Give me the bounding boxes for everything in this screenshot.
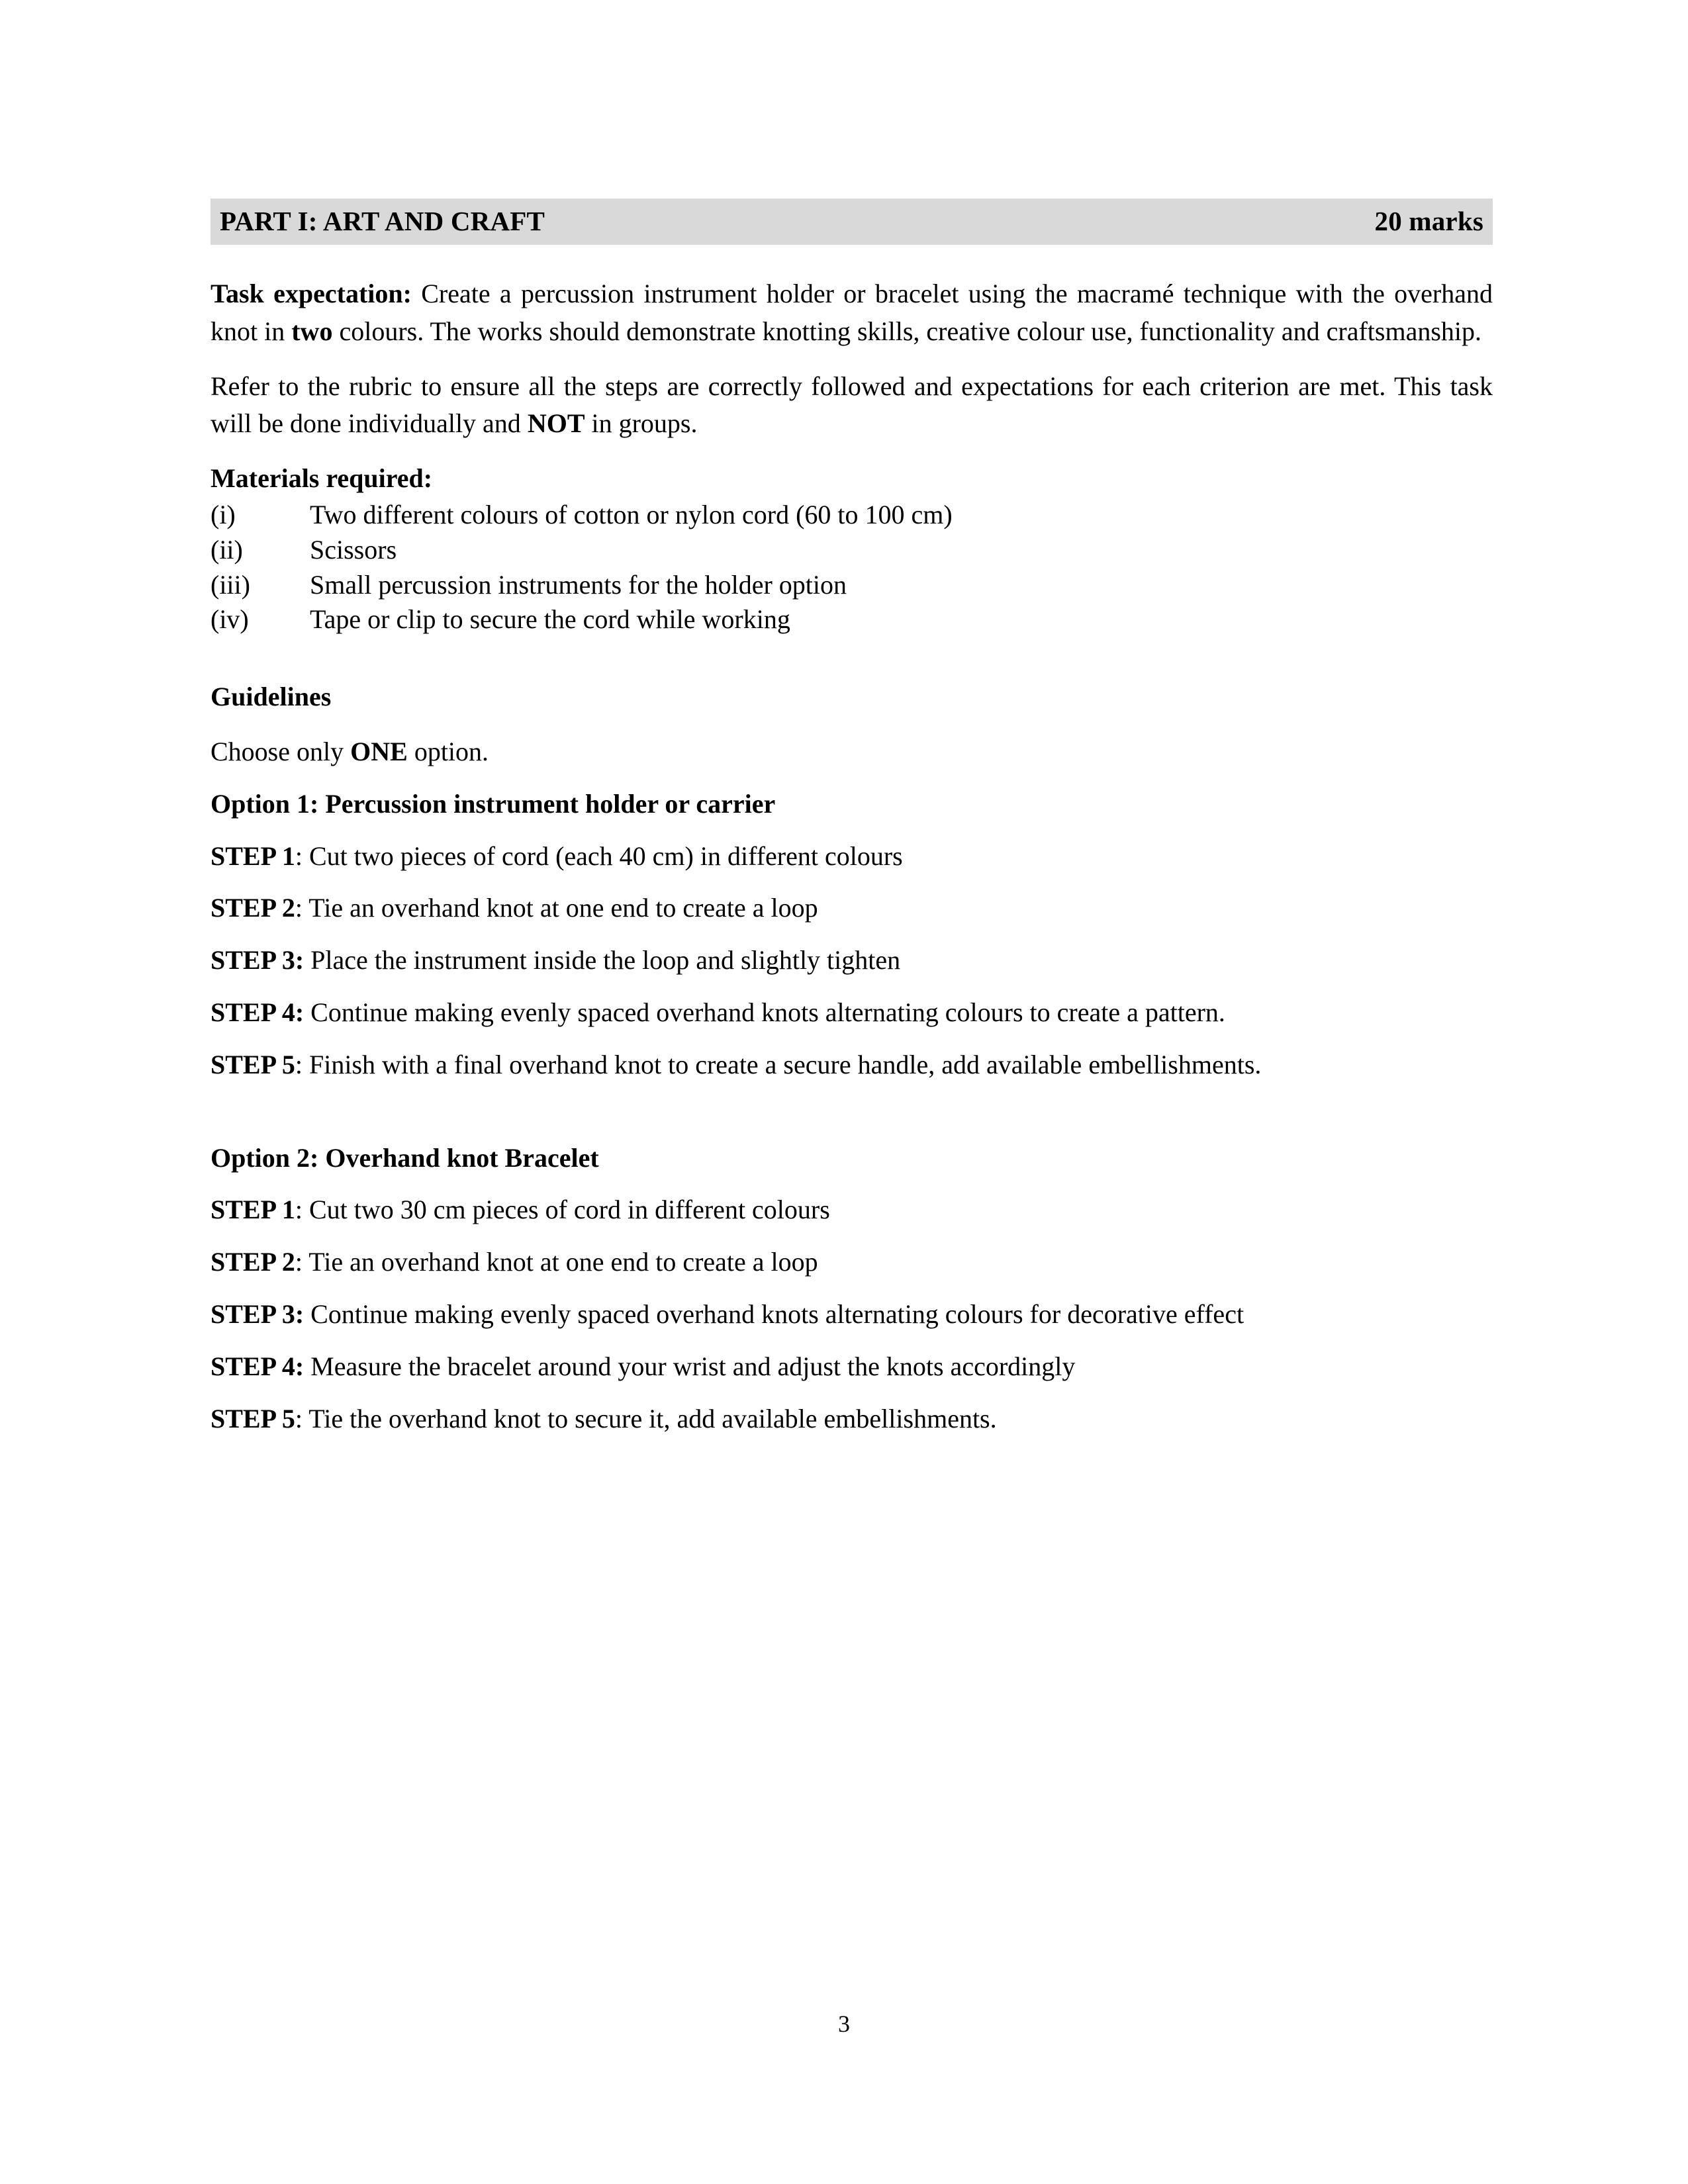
step-colon: : <box>295 1195 303 1225</box>
page-content <box>211 199 1493 1437</box>
step-label: STEP 2 <box>211 1247 295 1277</box>
spacer <box>211 443 1493 460</box>
step-colon: : <box>295 1247 303 1277</box>
page-number: 3 <box>838 2011 850 2037</box>
option1-step-1 <box>211 838 1493 876</box>
option2-step-4 <box>211 1348 1493 1386</box>
step-label: STEP 3 <box>211 1298 295 1329</box>
step-text: Finish with a final overhand knot to create a secure handle, add available embellishments. <box>302 1049 1262 1079</box>
list-item-text: Tape or clip to secure the cord while working <box>310 604 790 635</box>
task-expectation-bold-word: two <box>291 316 333 346</box>
rubric-note-text-2: in groups. <box>585 408 698 439</box>
step-colon: : <box>295 1049 303 1079</box>
option2-heading: Option 2: Overhand knot Bracelet <box>211 1142 599 1173</box>
step-text: Measure the bracelet around your wrist and adjust the knots accordingly <box>304 1351 1076 1381</box>
list-item-text: Two different colours of cotton or nylon cord (60 to 100 cm) <box>310 499 953 529</box>
step-label: STEP 4 <box>211 997 295 1027</box>
step-label: STEP 2 <box>211 893 295 923</box>
step-text: Tie an overhand knot at one end to create a loop <box>302 893 818 923</box>
list-item <box>211 533 1493 568</box>
step-colon: : <box>295 945 305 976</box>
step-colon: : <box>295 893 303 923</box>
option1-heading: Option 1: Percussion instrument holder or carrier <box>211 788 776 819</box>
materials-list <box>211 498 1493 637</box>
spacer <box>211 351 1493 368</box>
step-colon: : <box>295 997 305 1027</box>
option1-step-5 <box>211 1046 1493 1084</box>
list-item <box>211 602 1493 637</box>
task-expectation-text-2: colours. The works should demonstrate knotting skills, creative colour use, functionality and craftsmanship. <box>332 316 1482 346</box>
step-label: STEP 4 <box>211 1351 295 1381</box>
list-item <box>211 498 1493 533</box>
materials-heading: Materials required: <box>211 463 433 494</box>
rubric-note-bold-word: NOT <box>527 408 585 439</box>
list-item-marker: (ii) <box>211 534 243 565</box>
option1-step-4 <box>211 994 1493 1032</box>
step-label: STEP 1 <box>211 1195 295 1225</box>
option2-step-3 <box>211 1296 1493 1334</box>
step-text: Continue making evenly spaced overhand knots alternating colours for decorative effect <box>304 1298 1244 1329</box>
list-item-text: Small percussion instruments for the holder option <box>310 569 847 600</box>
spacer <box>211 245 1493 275</box>
step-label: STEP 5 <box>211 1403 295 1433</box>
spacer <box>211 716 1493 733</box>
option2-step-5 <box>211 1400 1493 1438</box>
option1-step-2 <box>211 889 1493 927</box>
rubric-note-text-1: Refer to the rubric to ensure all the steps are correctly followed and expectations for each criterion are met. This task will be done individually and <box>211 371 1493 439</box>
part-marks: 20 marks <box>1374 206 1483 236</box>
list-item-marker: (iii) <box>211 569 250 600</box>
step-text: Cut two 30 cm pieces of cord in different colours <box>302 1195 830 1225</box>
step-colon: : <box>295 841 303 871</box>
rubric-note-paragraph <box>211 368 1493 443</box>
option2-step-2 <box>211 1244 1493 1281</box>
list-item-marker: (i) <box>211 499 236 529</box>
task-expectation-text-1: Create a percussion instrument holder or bracelet using the macramé technique with the overhand knot in <box>211 279 1493 346</box>
step-colon: : <box>295 1403 303 1433</box>
list-item-marker: (iv) <box>211 604 249 635</box>
option2-step-1 <box>211 1191 1493 1229</box>
step-colon: : <box>295 1298 305 1329</box>
task-expectation-label: Task expectation: <box>211 279 412 308</box>
step-text: Continue making evenly spaced overhand knots alternating colours to create a pattern. <box>304 997 1225 1027</box>
step-text: Tie the overhand knot to secure it, add available embellishments. <box>302 1403 997 1433</box>
list-item-text: Scissors <box>310 534 397 565</box>
choose-bold-word: ONE <box>350 736 408 766</box>
step-colon: : <box>295 1351 305 1381</box>
spacer <box>211 1084 1493 1125</box>
choose-one-option-line <box>211 733 1493 771</box>
option1-step-3 <box>211 942 1493 979</box>
choose-text-1: Choose only <box>211 736 351 766</box>
task-expectation-paragraph <box>211 275 1493 351</box>
step-label: STEP 1 <box>211 841 295 871</box>
guidelines-heading: Guidelines <box>211 682 332 712</box>
part-title: PART I: ART AND CRAFT <box>220 206 545 236</box>
step-text: Place the instrument inside the loop and slightly tighten <box>304 945 901 976</box>
step-label: STEP 5 <box>211 1049 295 1079</box>
choose-text-2: option. <box>407 736 489 766</box>
step-text: Cut two pieces of cord (each 40 cm) in different colours <box>302 841 903 871</box>
part-header-bar <box>211 199 1493 245</box>
list-item <box>211 568 1493 603</box>
step-text: Tie an overhand knot at one end to create a loop <box>302 1247 818 1277</box>
spacer <box>211 637 1493 678</box>
step-label: STEP 3 <box>211 945 295 976</box>
